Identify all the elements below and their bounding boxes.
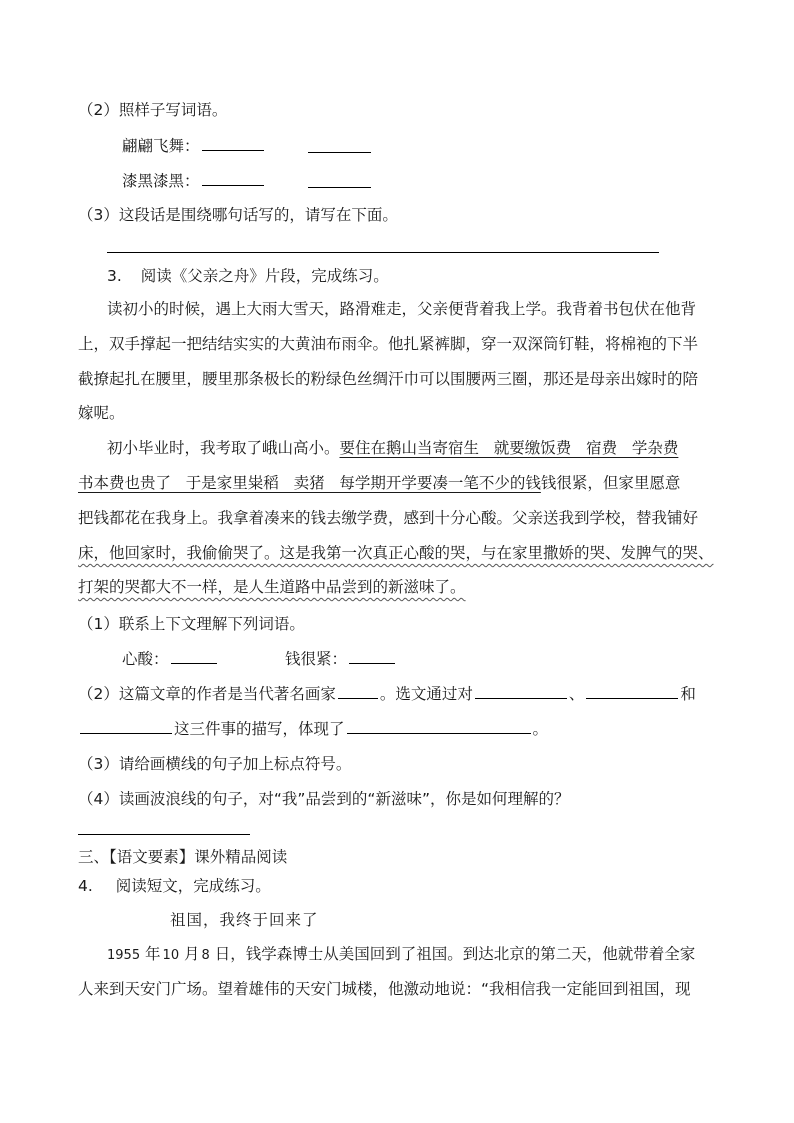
month-number: 10 bbox=[162, 948, 180, 963]
paragraph-text: 月 bbox=[184, 945, 200, 963]
question-title: 阅读短文，完成练习。 bbox=[115, 877, 271, 895]
underlined-sentence: 要住在鹅山当寄宿生 就要缴饭费 宿费 学杂费 bbox=[339, 439, 679, 457]
question-text: 这三件事的描写，体现了 bbox=[174, 720, 345, 738]
paragraph-text: 日，钱学森博士从美国回到了祖国。到达北京的第二天，他就带着全家 bbox=[214, 945, 696, 963]
question-text: 。 bbox=[532, 720, 549, 738]
wavy-underlined-line: 打架的哭都大不一样，是人生道路中品尝到的新滋味了。 bbox=[78, 578, 466, 596]
paragraph-line: 截撩起扎在腰里，腰里那条极长的粉绿色丝绸汗巾可以围腰两三圈，那还是母亲出嫁时的陪 bbox=[78, 370, 699, 388]
paragraph-text: 初小毕业时，我考取了峨山高小。 bbox=[107, 439, 340, 457]
answer-line[interactable] bbox=[78, 834, 250, 835]
sub-question-4: （4）读画波浪线的句子，对“我”品尝到的“新滋味”，你是如何理解的？ bbox=[78, 790, 570, 808]
answer-line[interactable] bbox=[107, 252, 659, 253]
wavy-underlined-line: 床，他回家时，我偷偷哭了。这是我第一次真正心酸的哭，与在家里撒娇的哭、发脾气的哭、 bbox=[78, 544, 714, 562]
example-word-1 bbox=[122, 136, 266, 156]
answer-blank[interactable] bbox=[586, 697, 678, 699]
underlined-sentence: 书本费也贵了 于是家里粜稻 卖猪 每学期开学要凑一笔不少的钱 bbox=[78, 474, 541, 492]
answer-blank[interactable] bbox=[349, 662, 395, 664]
example-word-2-label: 漆黑漆黑： bbox=[122, 172, 200, 190]
paragraph-line: 嫁呢。 bbox=[78, 404, 125, 422]
paragraph-text: 年 bbox=[145, 945, 161, 963]
sub-question-1: （1）联系上下文理解下列词语。 bbox=[78, 615, 305, 633]
paragraph-text: 钱很紧，但家里愿意 bbox=[540, 474, 681, 492]
paragraph-line: 读初小的时候，遇上大雨大雪天，路滑难走，父亲便背着我上学。我背着书包伏在他背 bbox=[107, 300, 697, 318]
paragraph-line bbox=[107, 944, 695, 966]
answer-blank[interactable] bbox=[202, 184, 264, 186]
vocab-label: 心酸： bbox=[122, 650, 169, 668]
paragraph-line bbox=[78, 473, 680, 493]
sub-question-2-cont bbox=[78, 719, 548, 739]
question-text: 和 bbox=[680, 685, 696, 703]
question-number: 4. bbox=[78, 877, 93, 895]
story-title: 祖国，我终于回来了 bbox=[170, 911, 319, 929]
paragraph-line: 上，双手撑起一把结结实实的大黄油布雨伞。他扎紧裤脚，穿一双深筒钉鞋，将棉袍的下半 bbox=[78, 335, 699, 353]
question-4-title bbox=[78, 876, 271, 896]
paragraph-line bbox=[107, 438, 678, 458]
sub-question-3: （3）请给画横线的句子加上标点符号。 bbox=[78, 755, 352, 773]
vocab-item bbox=[122, 649, 219, 669]
section-heading: 三、【语文要素】课外精品阅读 bbox=[78, 848, 288, 866]
answer-blank[interactable] bbox=[308, 152, 371, 153]
example-word-1-label: 翩翩飞舞： bbox=[122, 137, 200, 155]
question-3-header: （3）这段话是围绕哪句话写的，请写在下面。 bbox=[78, 206, 398, 224]
sub-question-2 bbox=[78, 684, 696, 704]
answer-blank[interactable] bbox=[347, 732, 531, 734]
day-number: 8 bbox=[201, 948, 210, 963]
paragraph-line: 人来到天安门广场。望着雄伟的天安门城楼，他激动地说：“我相信我一定能回到祖国，现 bbox=[78, 980, 691, 998]
vocab-item bbox=[285, 649, 397, 669]
question-3-title bbox=[107, 266, 389, 286]
paragraph-line: 把钱都花在我身上。我拿着凑来的钱去缴学费，感到十分心酸。父亲送我到学校，替我铺好 bbox=[78, 509, 699, 527]
answer-blank[interactable] bbox=[475, 697, 567, 699]
example-word-2 bbox=[122, 171, 266, 191]
answer-blank[interactable] bbox=[338, 697, 378, 699]
year-number: 1955 bbox=[107, 948, 141, 963]
answer-blank[interactable] bbox=[171, 662, 217, 664]
question-2-header: （2）照样子写词语。 bbox=[78, 101, 228, 119]
answer-blank[interactable] bbox=[202, 149, 264, 151]
question-number: 3. bbox=[107, 267, 122, 285]
question-text: 。选文通过对 bbox=[379, 685, 473, 703]
question-text: 、 bbox=[568, 685, 585, 703]
vocab-label: 钱很紧： bbox=[285, 650, 348, 668]
answer-blank[interactable] bbox=[80, 732, 172, 734]
question-text: （2）这篇文章的作者是当代著名画家 bbox=[78, 685, 336, 703]
question-title: 阅读《父亲之舟》片段，完成练习。 bbox=[140, 267, 389, 285]
answer-blank[interactable] bbox=[308, 187, 371, 188]
